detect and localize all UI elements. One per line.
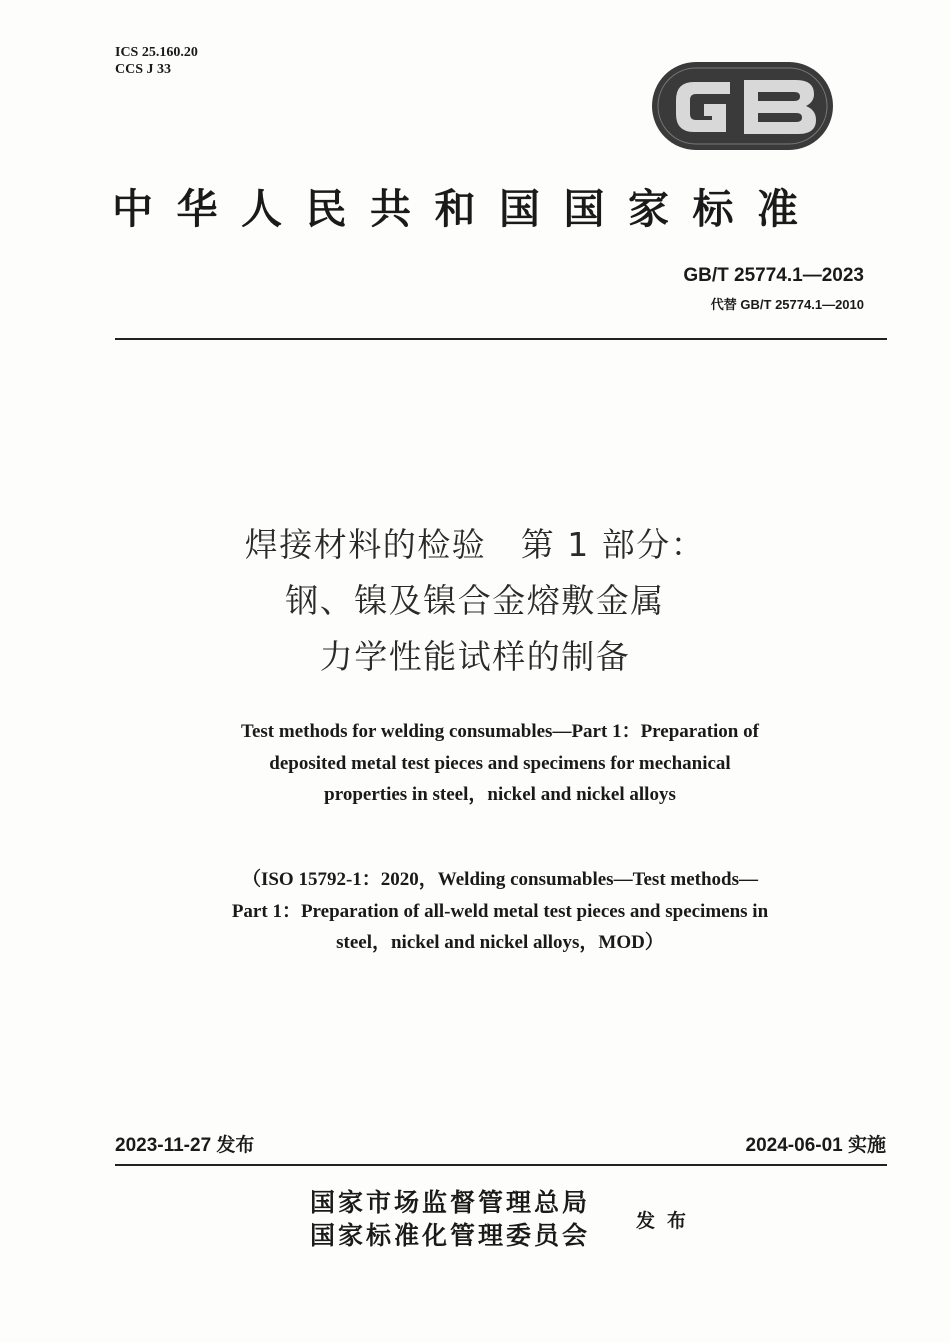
iso-reference bbox=[100, 864, 900, 959]
en-title-line-2: deposited metal test pieces and specimens for mechanical bbox=[269, 752, 731, 774]
cn-title-line-1: 焊接材料的检验 第 1 部分： bbox=[244, 525, 706, 564]
top-divider bbox=[115, 338, 887, 340]
gb-logo bbox=[650, 60, 835, 152]
implementation-date: 2024-06-01 实施 bbox=[745, 1135, 886, 1156]
bottom-divider bbox=[115, 1164, 887, 1166]
en-title-line-3: properties in steel，nickel and nickel alloys bbox=[324, 784, 676, 805]
authority-samr: 国家市场监督管理总局 bbox=[310, 1188, 591, 1217]
cn-title-line-3: 力学性能试样的制备 bbox=[319, 637, 631, 676]
iso-line-2: Part 1：Preparation of all-weld metal test pieces and specimens in bbox=[231, 900, 769, 922]
publish-label: 发布 bbox=[636, 1210, 699, 1232]
english-title bbox=[100, 716, 900, 811]
classification-codes bbox=[115, 44, 198, 78]
ics-code: ICS 25.160.20 bbox=[115, 45, 198, 60]
en-title-line-1: Test methods for welding consumables—Part 1：Preparation of bbox=[241, 721, 759, 742]
cn-title-line-2: 钢、镍及镍合金熔敷金属 bbox=[285, 581, 665, 620]
issue-date: 2023-11-27 发布 bbox=[115, 1135, 255, 1156]
ccs-code: CCS J 33 bbox=[115, 62, 172, 77]
standard-number: GB/T 25774.1—2023 bbox=[683, 265, 864, 286]
iso-line-3: steel，nickel and nickel alloys，MOD） bbox=[336, 932, 664, 953]
issuing-authorities bbox=[310, 1186, 590, 1252]
national-standard-title: 中华人民共和国国家标准 bbox=[112, 185, 822, 233]
authority-sac: 国家标准化管理委员会 bbox=[310, 1221, 591, 1250]
replaces-standard: 代替 GB/T 25774.1—2010 bbox=[710, 297, 864, 312]
iso-line-1: （ISO 15792-1：2020，Welding consumables—Test methods— bbox=[241, 869, 759, 890]
